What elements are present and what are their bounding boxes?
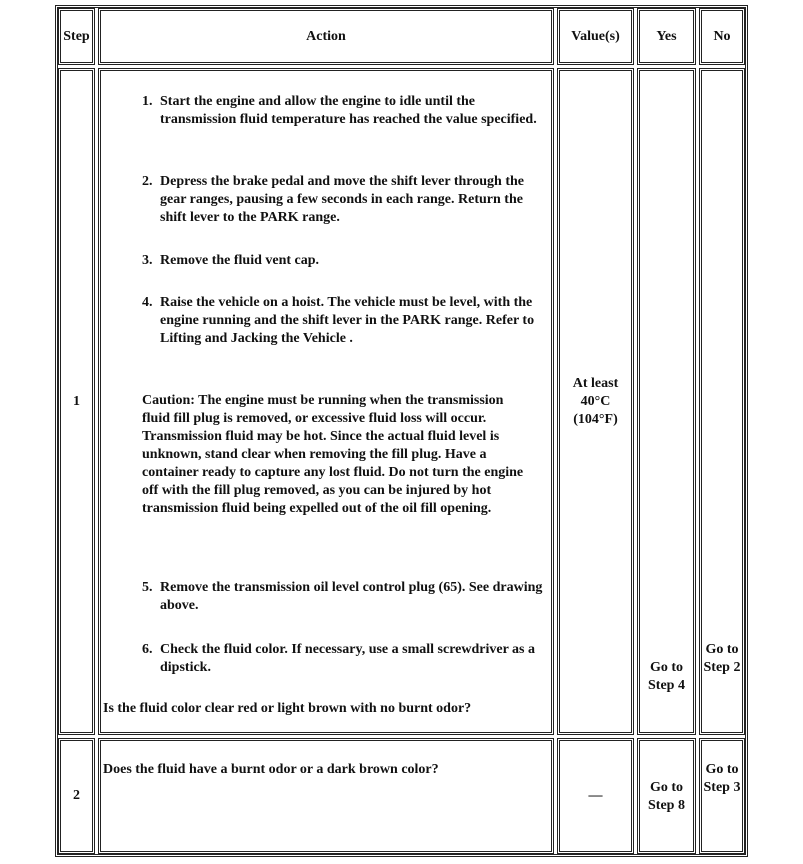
action-step-2-number: 2.: [142, 174, 153, 189]
row1-value-text: At least 40°C (104°F): [572, 375, 619, 427]
action-step-4-text: Raise the vehicle on a hoist. The vehicle must be level, with the engine running and the shift lever in the PARK range. Refer to Lifting and Jacking the Vehicle .: [160, 295, 535, 346]
header-action: Action: [98, 8, 554, 65]
action-step-1-number: 1.: [142, 94, 153, 109]
row2-value: —: [557, 738, 634, 854]
row1-no-link[interactable]: Go to Step 2: [703, 642, 741, 675]
row1-action: [98, 68, 554, 735]
action-step-6-text: Check the fluid color. If necessary, use a small screwdriver as a dipstick.: [160, 642, 535, 675]
action-step-3: [142, 252, 543, 270]
action-step-6-number: 6.: [142, 642, 153, 657]
action-step-6: [142, 641, 543, 677]
action-step-3-number: 3.: [142, 253, 153, 268]
row2-step: 2: [58, 738, 95, 854]
action-step-5-text: Remove the transmission oil level control plug (65). See drawing above.: [160, 580, 543, 613]
action-step-1-text: Start the engine and allow the engine to idle until the transmission fluid temperature has reached the value specified.: [160, 94, 537, 127]
row1-question: Is the fluid color clear red or light brown with no burnt odor?: [103, 701, 472, 716]
row2-no: [699, 738, 745, 854]
action-step-2-text: Depress the brake pedal and move the shift lever through the gear ranges, pausing a few seconds in each range. Return the shift lever to the PARK range.: [160, 174, 524, 225]
action-step-5-number: 5.: [142, 580, 153, 595]
row2-action: [98, 738, 554, 854]
header-no: No: [699, 8, 745, 65]
row1-step: 1: [58, 68, 95, 735]
action-step-4-number: 4.: [142, 295, 153, 310]
row2-question: Does the fluid have a burnt odor or a dark brown color?: [103, 762, 439, 777]
row1-yes: [637, 68, 696, 735]
row2-yes: [637, 738, 696, 854]
row1-yes-link[interactable]: Go to Step 4: [648, 660, 685, 693]
row1-value: [557, 68, 634, 735]
row2-no-link[interactable]: Go to Step 3: [703, 762, 741, 795]
action-step-1: [142, 93, 543, 129]
header-step: Step: [58, 8, 95, 65]
action-step-3-text: Remove the fluid vent cap.: [160, 253, 320, 268]
row1-no: [699, 68, 745, 735]
action-step-2: [142, 173, 543, 227]
action-step-5: [142, 579, 543, 615]
action-step-4: [142, 294, 543, 348]
row2-yes-link[interactable]: Go to Step 8: [648, 780, 685, 813]
header-yes: Yes: [637, 8, 696, 65]
header-values: Value(s): [557, 8, 634, 65]
caution-note: Caution: The engine must be running when the transmission fluid fill plug is removed, or excessive fluid loss will occur. Transmission fluid may be hot. Since the actual fluid level is unknown, stand clear when removing the fill plug. Have a container ready to capture any lost fluid. Do not turn the engine off with the fill plug removed, as you can be injured by hot transmission fluid being expelled out of the oil fill opening.: [142, 393, 524, 516]
